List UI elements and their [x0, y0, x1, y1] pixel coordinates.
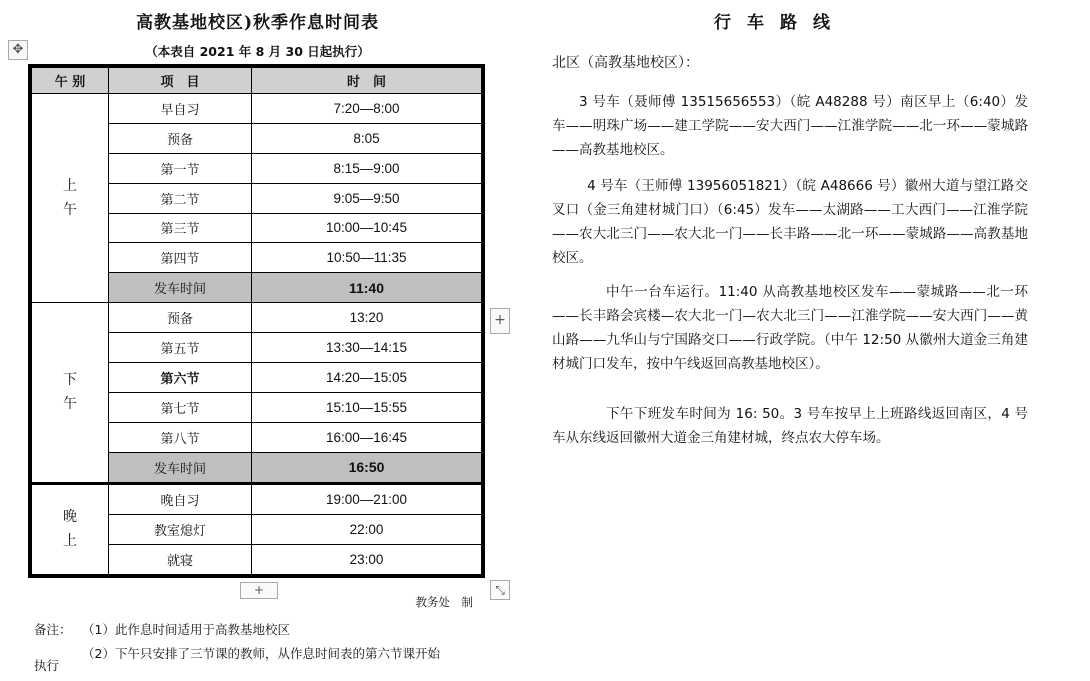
time-cell: 16:50	[252, 452, 482, 483]
route-paragraph-2: 4 号车（王师傅 13956051821）（皖 A48666 号）徽州大道与望江路交叉口（金三角建材城门口）（6:45）发车——太湖路——工大西门——江淮学院——农大北三门——农大北一门——长丰路——北一环——蒙城路——高教基地校区。	[552, 178, 1028, 266]
note-2: （2）下午只安排了三节课的教师，从作息时间表的第六节课开始	[82, 646, 440, 661]
table-row	[32, 94, 482, 124]
time-cell: 13:30—14:15	[252, 333, 482, 363]
item-cell: 第三节	[109, 213, 252, 243]
item-cell: 第四节	[109, 243, 252, 273]
item-cell: 就寝	[109, 545, 252, 575]
time-cell: 23:00	[252, 545, 482, 575]
schedule-table	[31, 67, 482, 575]
section-morning: 上 午	[32, 94, 109, 303]
time-cell: 7:20—8:00	[252, 94, 482, 124]
time-cell: 8:05	[252, 123, 482, 153]
table-header-row	[32, 68, 482, 94]
note-1: （1）此作息时间适用于高教基地校区	[82, 622, 290, 637]
notes-label: 备注：	[34, 622, 72, 637]
issuing-office: 教务处 制	[415, 595, 473, 609]
schedule-subtitle: （本表自 2021 年 8 月 30 日起执行）	[145, 44, 370, 59]
item-cell: 教室熄灯	[109, 515, 252, 545]
header-item: 项 目	[109, 68, 252, 94]
add-row-button[interactable]: +	[240, 582, 278, 599]
time-cell: 22:00	[252, 515, 482, 545]
table-row	[32, 303, 482, 333]
time-cell: 19:00—21:00	[252, 483, 482, 514]
route-north-heading: 北区（高教基地校区）：	[552, 55, 699, 71]
item-cell: 预备	[109, 303, 252, 333]
section-afternoon: 下 午	[32, 303, 109, 484]
item-cell: 早自习	[109, 94, 252, 124]
item-cell: 晚自习	[109, 483, 252, 514]
time-cell: 8:15—9:00	[252, 153, 482, 183]
note-2-continued: 执行	[34, 658, 60, 673]
schedule-title: 高教基地校区)秋季作息时间表	[135, 13, 380, 33]
add-column-button[interactable]: +	[490, 308, 510, 334]
route-paragraph-3: 中午一台车运行。11:40 从高教基地校区发车——蒙城路——北一环——长丰路会宾楼—农大北一门—农大北三门——江淮学院——安大西门——黄山路——九华山与宁国路交口——行政学院。（中午 12:50 从徽州大道金三角建材城门口发车，按中午线返回高教基地校区）。	[552, 284, 1028, 372]
table-move-handle-icon[interactable]: ✥	[8, 40, 28, 60]
route-paragraph-4: 下午下班发车时间为 16: 50。3 号车按早上上班路线返回南区，4 号车从东线返回徽州大道金三角建材城，终点农大停车场。	[552, 406, 1028, 446]
time-cell: 16:00—16:45	[252, 422, 482, 452]
item-cell: 第五节	[109, 333, 252, 363]
item-cell: 第一节	[109, 153, 252, 183]
time-cell: 13:20	[252, 303, 482, 333]
time-cell: 10:50—11:35	[252, 243, 482, 273]
item-cell: 第二节	[109, 183, 252, 213]
schedule-table-frame	[28, 64, 485, 578]
item-cell: 预备	[109, 123, 252, 153]
route-paragraph-1: 3 号车（聂师傅 13515656553）（皖 A48288 号）南区早上（6:40）发车——明珠广场——建工学院——安大西门——江淮学院——北一环——蒙城路——高教基地校区。	[552, 94, 1028, 158]
table-resize-handle-icon[interactable]: ⤡	[490, 580, 510, 600]
time-cell: 14:20—15:05	[252, 362, 482, 392]
item-cell: 发车时间	[109, 273, 252, 303]
item-cell: 发车时间	[109, 452, 252, 483]
header-period: 午 别	[32, 68, 109, 94]
header-time: 时 间	[252, 68, 482, 94]
item-cell: 第八节	[109, 422, 252, 452]
section-evening: 晚 上	[32, 483, 109, 574]
time-cell: 9:05—9:50	[252, 183, 482, 213]
time-cell: 11:40	[252, 273, 482, 303]
time-cell: 10:00—10:45	[252, 213, 482, 243]
item-cell: 第七节	[109, 392, 252, 422]
item-cell: 第六节	[109, 362, 252, 392]
table-row	[32, 483, 482, 514]
route-title: 行车路线	[714, 13, 846, 33]
time-cell: 15:10—15:55	[252, 392, 482, 422]
